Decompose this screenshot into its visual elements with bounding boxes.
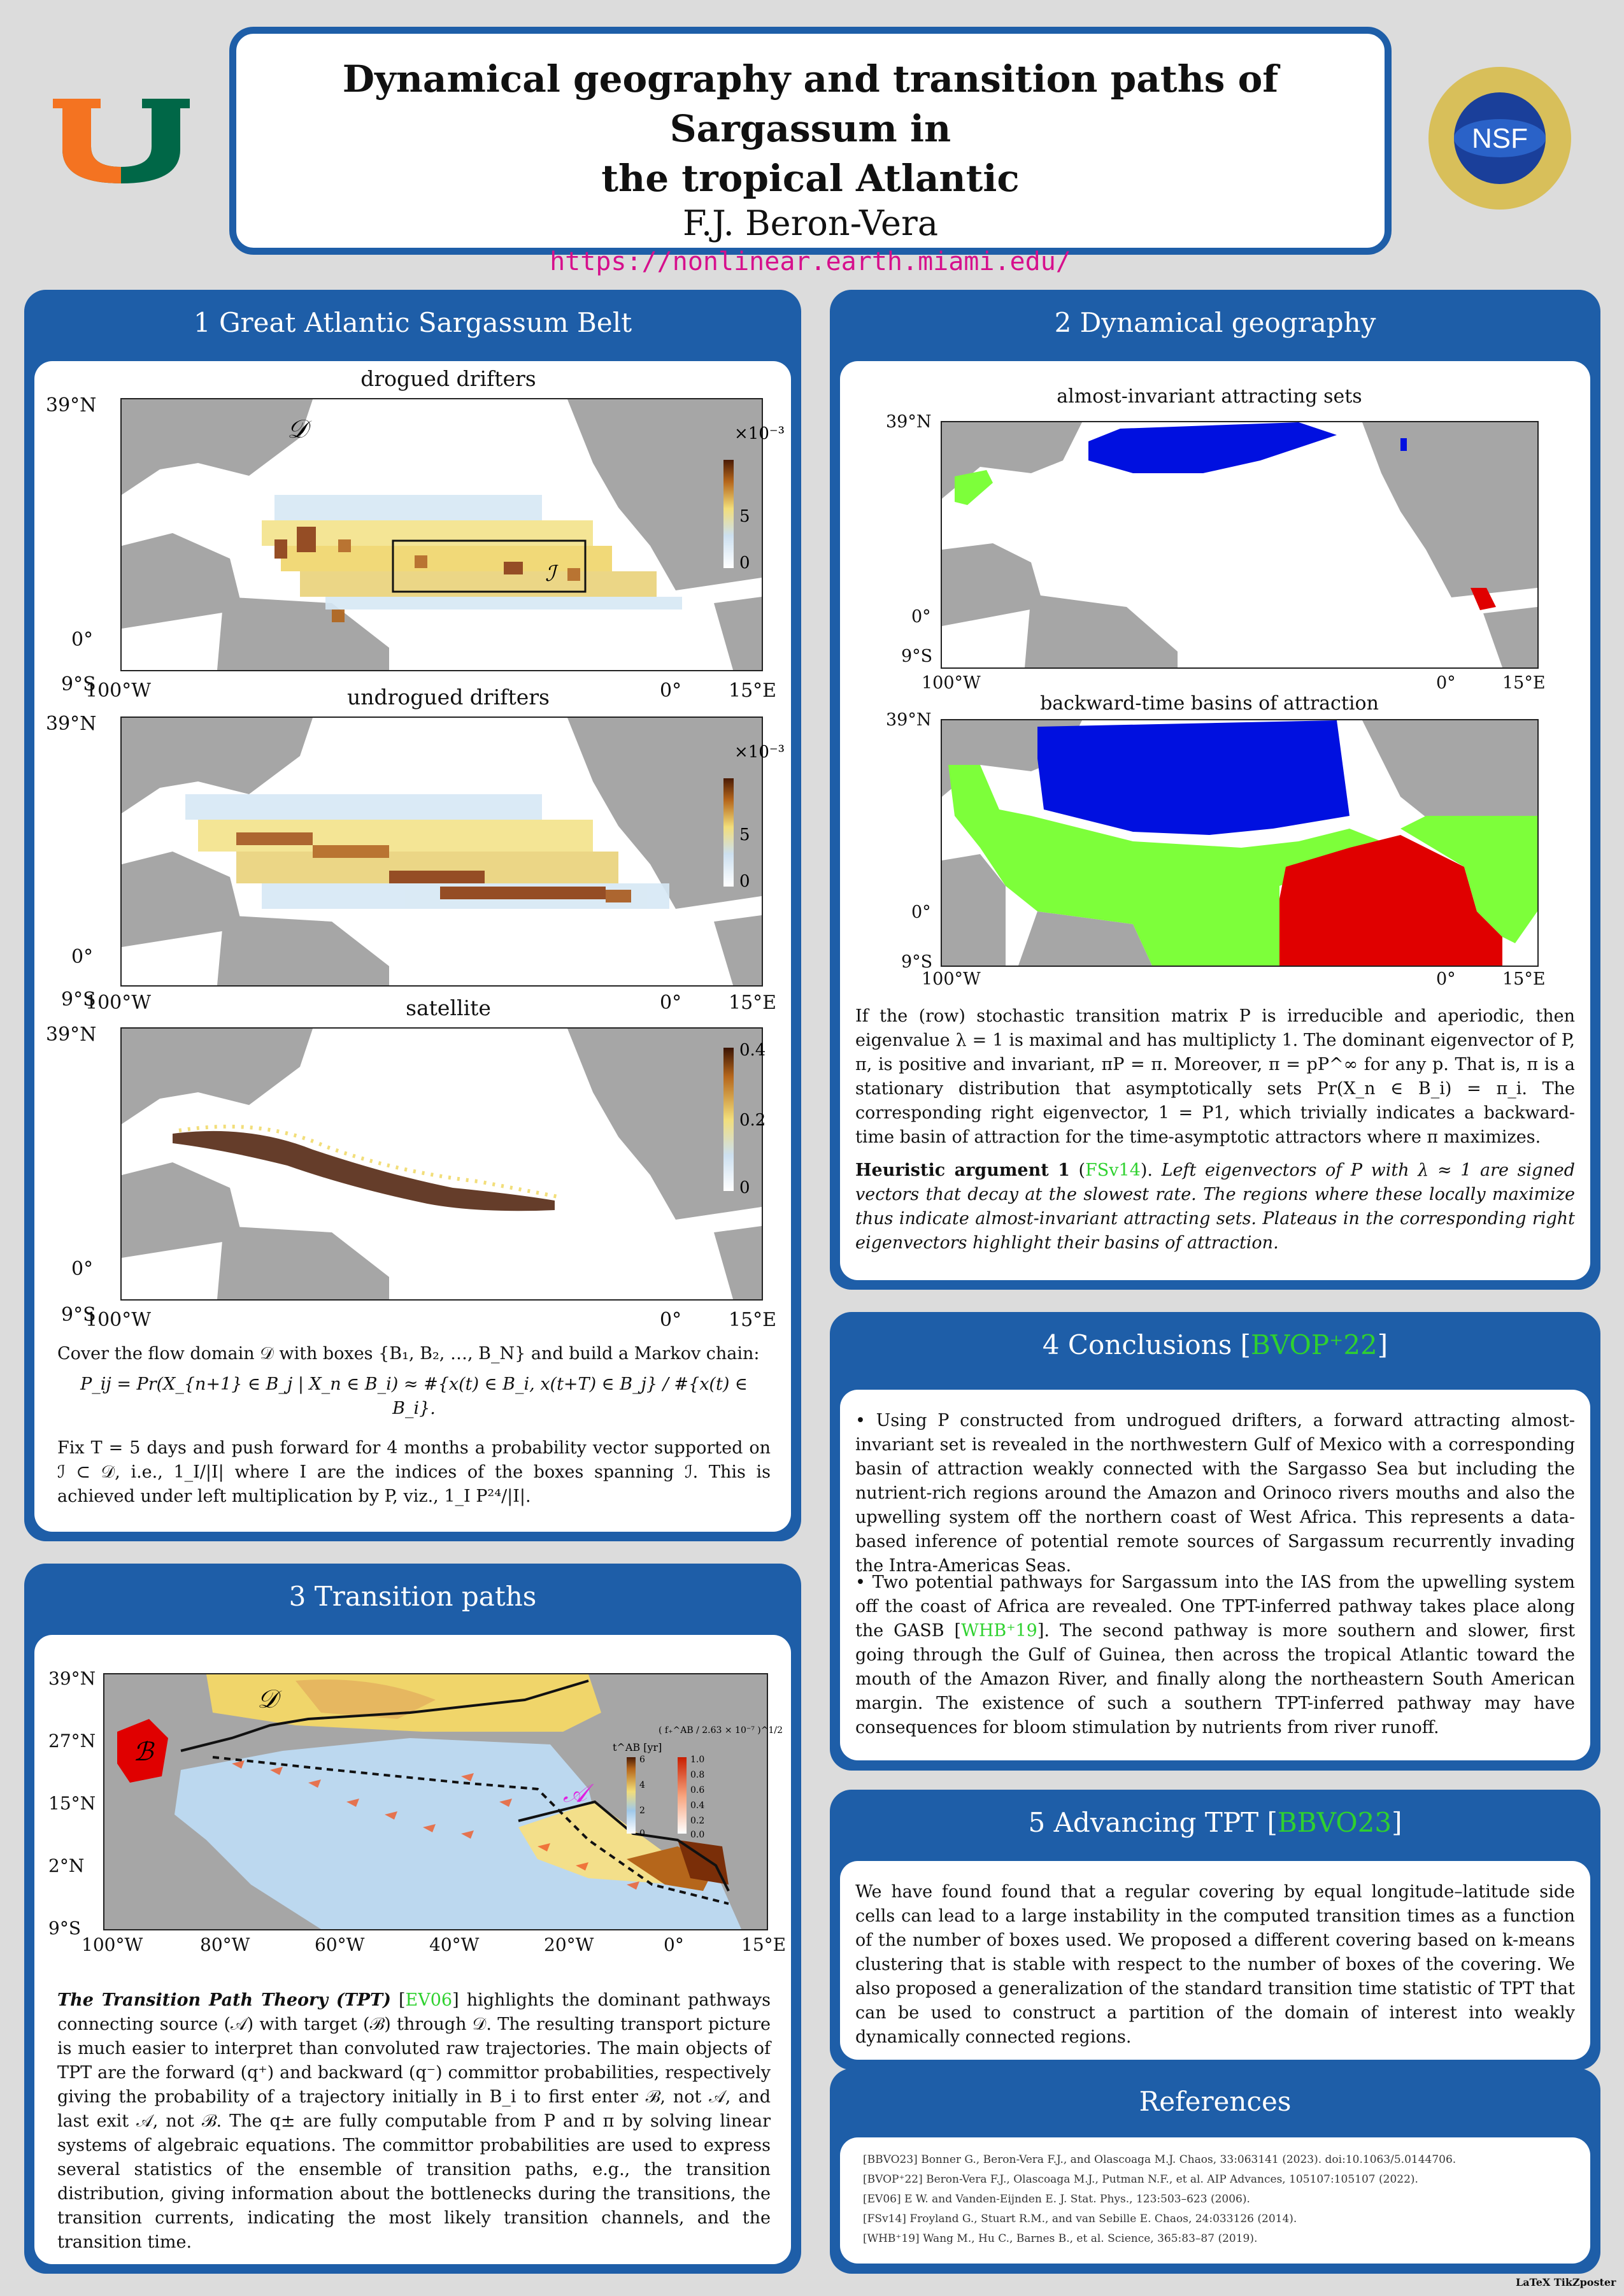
section-5-body <box>840 1861 1590 2060</box>
reference-item: [BVOP⁺22] Beron-Vera F.J., Olascoaga M.J., Putman N.F., et al. AIP Advances, 105107:105107 (2022). <box>863 2173 1418 2186</box>
svg-text:2: 2 <box>639 1806 645 1816</box>
lon-label: 15°E <box>729 1309 777 1331</box>
lon-label: 100°W <box>85 680 152 702</box>
lon-label: 0° <box>660 992 682 1014</box>
target-I-symbol: ℐ <box>545 561 555 587</box>
svg-text:0: 0 <box>739 1178 750 1197</box>
lon-label: 100°W <box>85 1309 152 1331</box>
svg-text:4: 4 <box>639 1780 645 1790</box>
map-drogued <box>120 398 785 671</box>
map-undrogued-title: undrogued drifters <box>347 685 550 709</box>
lon-label: 60°W <box>315 1934 365 1955</box>
lon-label: 0° <box>660 1309 682 1331</box>
svg-text:0.2: 0.2 <box>739 1111 766 1130</box>
map-attracting-sets-title: almost-invariant attracting sets <box>1057 385 1362 408</box>
section-1-panel <box>24 290 801 1541</box>
lon-label: 100°W <box>82 1934 143 1955</box>
svg-text:0.4: 0.4 <box>690 1800 705 1811</box>
cite-fsv14-link[interactable]: FSv14 <box>1085 1160 1141 1180</box>
svg-text:NSF: NSF <box>1472 123 1528 154</box>
lon-label: 0° <box>660 680 682 702</box>
lon-label: 40°W <box>429 1934 480 1955</box>
section-1-title: 1 Great Atlantic Sargassum Belt <box>193 307 632 338</box>
section-5-panel <box>830 1790 1600 2070</box>
heuristic-argument: Heuristic argument 1 (FSv14). Left eigenvectors of P with λ ≈ 1 are signed vectors that decay at the slowest rate. The regions where these locally maximize thus indicate almost-invariant attracting sets. Plateaus in the corresponding right eigenvectors highlight their basins of attraction. <box>855 1160 1575 1253</box>
section-4-panel <box>830 1312 1600 1771</box>
lat-label: 39°N <box>886 710 932 730</box>
footer-credit: LaTeX TikZposter <box>1516 2276 1616 2288</box>
lat-label: 2°N <box>48 1855 85 1876</box>
lon-label: 0° <box>1436 969 1456 989</box>
section-2-title: 2 Dynamical geography <box>1054 307 1376 338</box>
section-1-text-2: Fix T = 5 days and push forward for 4 months a probability vector supported on ℐ ⊂ 𝒟, i.e., 1_I/|I| where I are the indices of the boxes spanning ℐ. This is achieved under left multiplication by P, viz., 1_I P²⁴/|I|. <box>57 1438 771 1506</box>
reference-list <box>863 2150 1570 2249</box>
lon-label: 15°E <box>1502 673 1546 693</box>
svg-text:0.0: 0.0 <box>690 1830 705 1840</box>
lon-label: 15°E <box>1502 969 1546 989</box>
lat-label: 0° <box>71 1258 94 1280</box>
reference-item: [EV06] E W. and Vanden-Eijnden E. J. Stat. Phys., 123:503–623 (2006). <box>863 2193 1250 2206</box>
lat-label: 0° <box>71 629 94 651</box>
svg-text:1.0: 1.0 <box>690 1755 705 1765</box>
svg-text:×10⁻³: ×10⁻³ <box>734 743 785 762</box>
cite-bbvo23-link[interactable]: BBVO23 <box>1277 1807 1392 1838</box>
svg-text:5: 5 <box>739 507 750 526</box>
lon-label: 20°W <box>544 1934 594 1955</box>
svg-text:( f₊^AB / 2.63 × 10⁻⁷ )^1/2: ( f₊^AB / 2.63 × 10⁻⁷ )^1/2 <box>659 1725 783 1736</box>
svg-text:0: 0 <box>739 553 750 573</box>
title-box <box>229 27 1392 276</box>
references-panel <box>830 2069 1600 2274</box>
u-logo <box>50 96 193 185</box>
section-2-body <box>840 361 1590 1280</box>
svg-text:6: 6 <box>639 1755 645 1765</box>
references-title: References <box>1139 2086 1292 2117</box>
reference-item: [FSv14] Froyland G., Stuart R.M., and van Sebille E. Chaos, 24:033126 (2014). <box>863 2213 1297 2225</box>
lat-label: 0° <box>71 946 94 968</box>
lat-label: 27°N <box>48 1730 96 1751</box>
references-body <box>840 2137 1590 2264</box>
lon-label: 15°E <box>729 680 777 702</box>
section-3-text: The Transition Path Theory (TPT) [EV06] highlights the dominant pathways connecting source (𝒜) with target (ℬ) through 𝒟. The resulting transport picture is much easier to interpret than convoluted raw trajectories. The main objects of TPT are the forward (q⁺) and backward (q⁻) committor probabilities, respectively giving the probability of a trajectory initially in B_i to first enter ℬ, not 𝒜, and last exit 𝒜, not ℬ. The q± are fully computable from P and π by solving linear systems of algebraic equations. The committor probabilities are used to express several statistics of the ensemble of transition paths, e.g., the transition distribution, giving information about the bottlenecks during the transitions, the transition currents, indicating the most likely transition channels, and the transition time. <box>57 1990 771 2252</box>
section-4-title: 4 Conclusions [BVOP⁺22] <box>1042 1329 1388 1360</box>
lat-label: 39°N <box>46 713 97 735</box>
reference-item: [WHB⁺19] Wang M., Hu C., Barnes B., et al. Science, 365:83–87 (2019). <box>863 2232 1258 2245</box>
lat-label: 39°N <box>48 1668 96 1689</box>
section-1-body <box>34 361 791 1532</box>
svg-text:ℬ: ℬ <box>133 1737 153 1767</box>
svg-text:0: 0 <box>739 872 750 891</box>
svg-text:0.4: 0.4 <box>739 1041 766 1060</box>
map-undrogued <box>120 717 785 987</box>
map-drogued-title: drogued drifters <box>360 366 536 391</box>
svg-text:0.8: 0.8 <box>690 1770 705 1780</box>
lat-label: 9°S <box>61 1304 96 1326</box>
lon-label: 100°W <box>922 673 981 693</box>
section-1-text-1: Cover the flow domain 𝒟 with boxes {B₁, B₂, …, B_N} and build a Markov chain: <box>57 1344 760 1364</box>
lat-label: 9°S <box>901 646 933 666</box>
cite-ev06-link[interactable]: EV06 <box>405 1990 453 2010</box>
section-5-title: 5 Advancing TPT [BBVO23] <box>1028 1807 1402 1838</box>
map-transition-paths <box>103 1673 783 1930</box>
svg-text:0.6: 0.6 <box>690 1785 705 1795</box>
lat-label: 39°N <box>46 1023 97 1046</box>
section-2-text: If the (row) stochastic transition matrix P is irreducible and aperiodic, then eigenvalue λ = 1 is maximal and has multiplicty 1. The dominant eigenvector of P, π, is positive and invariant, πP = π. Moreover, π = pP^∞ for any p. That is, π is a stationary distribution that asymptotically sets Pr(X_n ∈ B_i) = π_i. The corresponding right eigenvector, 1 = P1, which trivially indicates a backward-time basin of attraction for the time-asymptotic attractors where π maximizes. <box>855 1006 1575 1147</box>
map-basins <box>941 719 1539 967</box>
lat-label: 9°S <box>48 1918 81 1939</box>
section-3-panel <box>24 1564 801 2274</box>
svg-text:𝒜: 𝒜 <box>563 1779 587 1808</box>
conclusion-bullet-2: • Two potential pathways for Sargassum into the IAS from the upwelling system off the coast of Africa are revealed. One TPT-inferred pathway takes place along the GASB [WHB⁺19]. The second pathway is more southern and slower, first going through the Gulf of Guinea, then across the tropical Atlantic toward the mouth of the Amazon River, and finally along the northeastern South American margin. The existence of such a southern TPT-inferred pathway may have consequences for bloom stimulation by nutrients from river runoff. <box>855 1572 1575 1737</box>
svg-text:0.2: 0.2 <box>690 1816 705 1826</box>
section-2-panel <box>830 290 1600 1290</box>
lat-label: 0° <box>911 607 931 627</box>
lat-label: 39°N <box>46 394 97 417</box>
reference-item: [BBVO23] Bonner G., Beron-Vera F.J., and Olascoaga M.J. Chaos, 33:063141 (2023). doi:10.1063/5.0144706. <box>863 2153 1457 2166</box>
map-satellite-title: satellite <box>406 995 491 1020</box>
author: F.J. Beron-Vera <box>682 203 939 243</box>
section-5-text: We have found found that a regular covering by equal longitude–latitude side cells can lead to a large instability in the computed transition times as a function of the number of boxes used. We proposed a different covering based on k-means clustering that is stable with respect to the number of boxes of the covering. We also proposed a generalization of the standard transition time statistic of TPT that can be used to construct a partition of the domain of interest into weakly dynamically connected regions. <box>855 1882 1575 2047</box>
nsf-logo <box>1425 64 1575 213</box>
lon-label: 0° <box>664 1934 684 1955</box>
lon-label: 100°W <box>85 992 152 1014</box>
lat-label: 39°N <box>886 412 932 432</box>
map-satellite <box>120 1027 766 1301</box>
cite-whb19-link[interactable]: WHB⁺19 <box>961 1621 1037 1641</box>
domain-D-symbol: 𝒟 <box>287 415 308 444</box>
lat-label: 9°S <box>61 988 96 1011</box>
lon-label: 80°W <box>200 1934 250 1955</box>
section-4-body <box>840 1390 1590 1760</box>
lat-label: 0° <box>911 902 931 922</box>
lat-label: 15°N <box>48 1793 96 1814</box>
svg-text:t^AB [yr]: t^AB [yr] <box>613 1741 662 1753</box>
map-attracting-sets <box>941 421 1539 669</box>
lon-label: 0° <box>1436 673 1456 693</box>
section-3-body <box>34 1635 791 2264</box>
lon-label: 100°W <box>922 969 981 989</box>
markov-formula: P_ij = Pr(X_{n+1} ∈ B_j | X_n ∈ B_i) ≈ #{x(t) ∈ B_i, x(t+T) ∈ B_j} / #{x(t) ∈ B_i}. <box>80 1374 748 1418</box>
lat-label: 9°S <box>901 952 933 972</box>
conclusion-bullet-1: • Using P constructed from undrogued drifters, a forward attracting almost-invariant set is revealed in the northwestern Gulf of Mexico with a corresponding basin of attraction weakly connected with the Sargasso Sea but including the nutrient-rich regions around the Amazon and Orinoco rivers mouths and also the upwelling system off the northern coast of West Africa. This represents a data-based inference of potential remote sources of Sargassum recurrently invading the Intra-Americas Seas. <box>855 1411 1575 1576</box>
svg-text:5: 5 <box>739 825 750 845</box>
section-3-title: 3 Transition paths <box>288 1581 537 1612</box>
lon-label: 15°E <box>741 1934 787 1955</box>
cite-bvop22-link[interactable]: BVOP⁺22 <box>1251 1329 1378 1360</box>
lat-label: 9°S <box>61 673 96 695</box>
svg-text:0: 0 <box>639 1829 645 1839</box>
lon-label: 15°E <box>729 992 777 1014</box>
map-basins-title: backward-time basins of attraction <box>1040 692 1379 715</box>
svg-text:𝒟: 𝒟 <box>257 1685 278 1714</box>
svg-text:×10⁻³: ×10⁻³ <box>734 424 785 443</box>
poster-title: Dynamical geography and transition paths of Sargassum in the tropical Atlantic <box>342 57 1279 200</box>
lab-url-link[interactable]: https://nonlinear.earth.miami.edu/ <box>550 247 1071 276</box>
